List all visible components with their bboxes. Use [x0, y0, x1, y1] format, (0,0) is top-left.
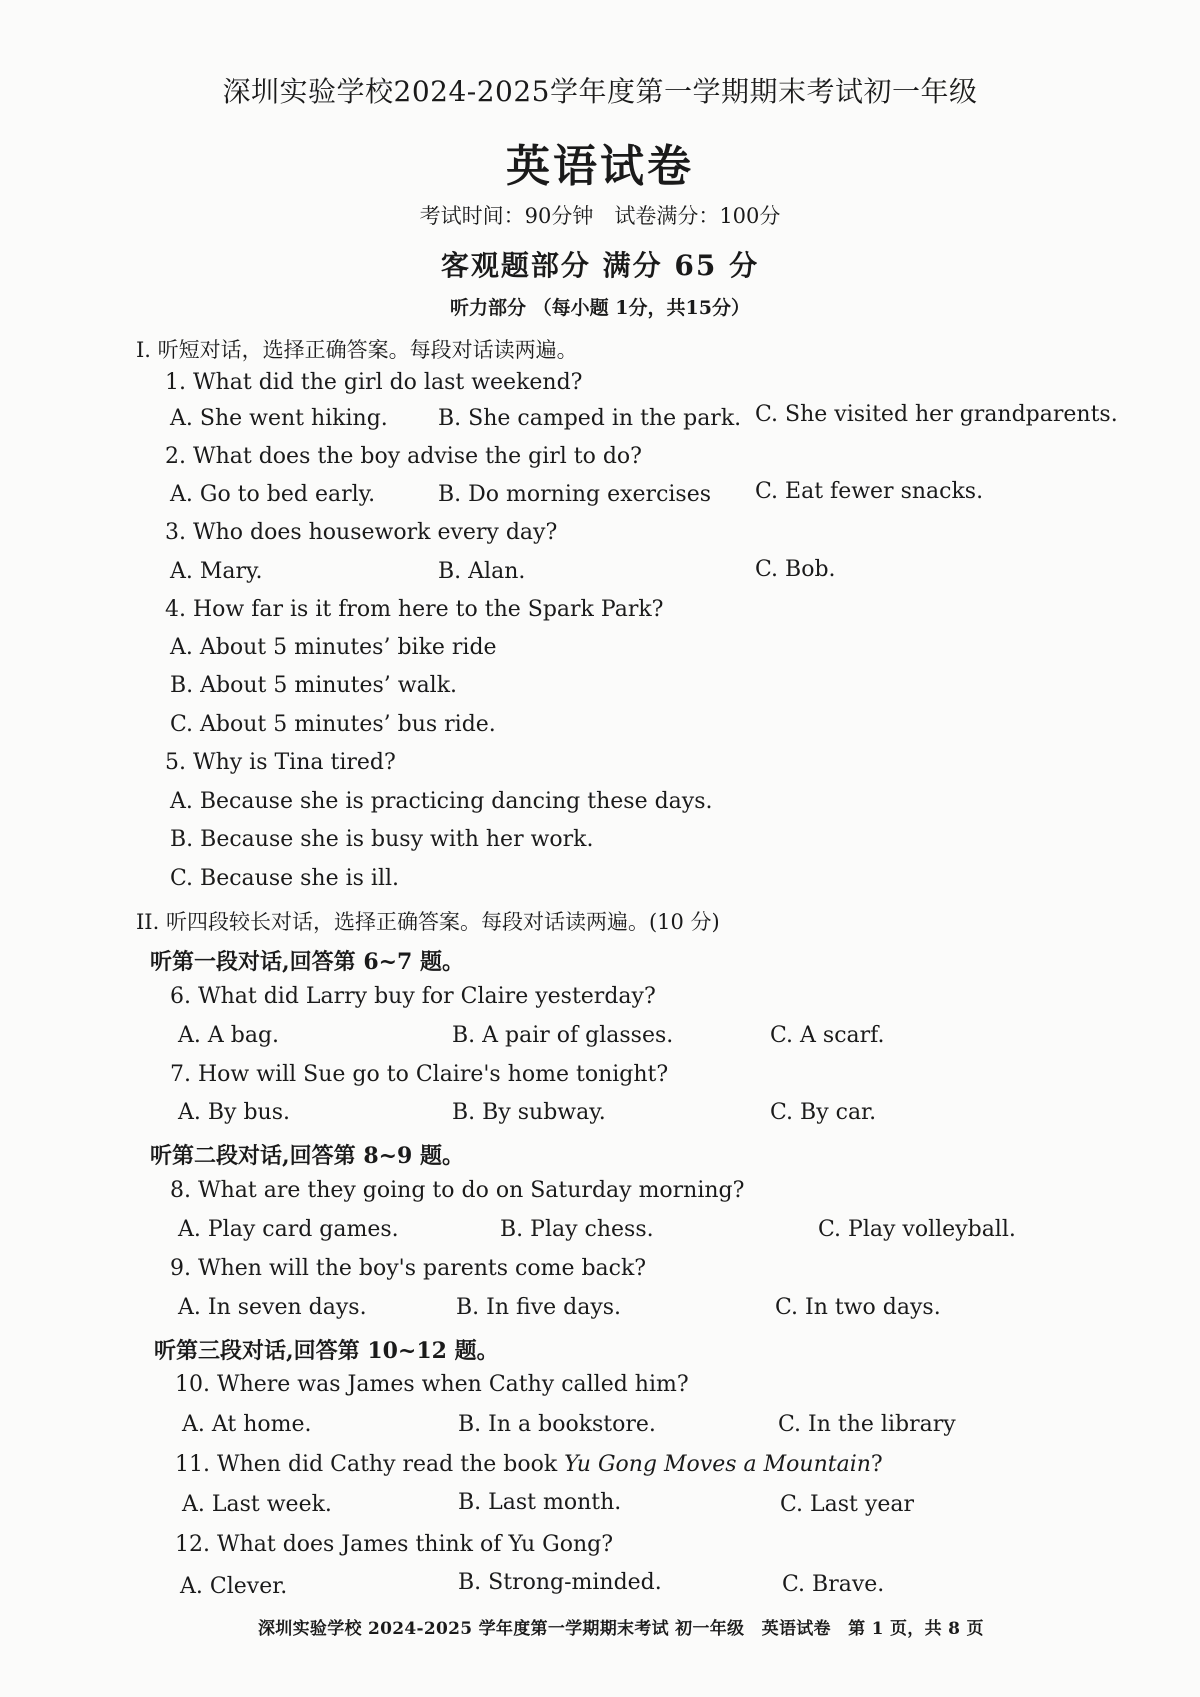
q8-option-c: C. Play volleyball.: [818, 1217, 1016, 1242]
q3-option-a: A. Mary.: [170, 559, 263, 584]
question-2: 2. What does the boy advise the girl to do?: [165, 444, 642, 469]
q9-option-a: A. In seven days.: [178, 1295, 367, 1320]
q5-option-c: C. Because she is ill.: [170, 866, 400, 891]
q10-option-c: C. In the library: [778, 1412, 956, 1437]
part2-heading: II. 听四段较长对话，选择正确答案。每段对话读两遍。(10 分): [136, 910, 720, 934]
q4-option-a: A. About 5 minutes’ bike ride: [170, 635, 497, 660]
q11-option-a: A. Last week.: [182, 1492, 332, 1517]
q1-option-b: B. She camped in the park.: [438, 406, 742, 431]
question-4: 4. How far is it from here to the Spark Park?: [165, 597, 664, 622]
q6-option-b: B. A pair of glasses.: [452, 1023, 674, 1048]
q9-option-c: C. In two days.: [775, 1295, 941, 1320]
q12-option-c: C. Brave.: [782, 1572, 885, 1597]
question-12: 12. What does James think of Yu Gong?: [175, 1532, 614, 1557]
q12-option-b: B. Strong-minded.: [458, 1570, 662, 1595]
listening-title: 听力部分 （每小题 1分，共15分）: [450, 297, 750, 319]
question-5: 5. Why is Tina tired?: [165, 750, 396, 775]
page-footer: 深圳实验学校 2024-2025 学年度第一学期期末考试 初一年级 英语试卷 第 1 页，共 8 页: [258, 1619, 984, 1639]
q7-option-a: A. By bus.: [178, 1100, 290, 1125]
q3-option-c: C. Bob.: [755, 557, 836, 582]
q8-option-a: A. Play card games.: [178, 1217, 399, 1242]
section-title: 客观题部分 满分 65 分: [440, 249, 760, 282]
q11-option-b: B. Last month.: [458, 1490, 622, 1515]
q11-option-c: C. Last year: [780, 1492, 914, 1517]
q5-option-a: A. Because she is practicing dancing these days.: [170, 789, 713, 814]
question-6: 6. What did Larry buy for Claire yesterday?: [170, 984, 656, 1009]
question-10: 10. Where was James when Cathy called him?: [175, 1372, 689, 1397]
q12-option-a: A. Clever.: [180, 1574, 288, 1599]
part2-subheading-3: 听第三段对话,回答第 10~12 题。: [154, 1338, 499, 1364]
q7-option-c: C. By car.: [770, 1100, 877, 1125]
part2-subheading-2: 听第二段对话,回答第 8~9 题。: [150, 1143, 465, 1169]
q4-option-b: B. About 5 minutes’ walk.: [170, 673, 458, 698]
q10-option-b: B. In a bookstore.: [458, 1412, 656, 1437]
q2-option-a: A. Go to bed early.: [170, 482, 376, 507]
q3-option-b: B. Alan.: [438, 559, 526, 584]
page-title: 英语试卷: [506, 141, 694, 192]
q1-option-a: A. She went hiking.: [170, 406, 388, 431]
q2-option-b: B. Do morning exercises: [438, 482, 712, 507]
question-7: 7. How will Sue go to Claire's home tonight?: [170, 1062, 669, 1087]
exam-info: 考试时间：90分钟 试卷满分：100分: [419, 204, 781, 228]
q10-option-a: A. At home.: [182, 1412, 312, 1437]
q9-option-b: B. In five days.: [456, 1295, 622, 1320]
part2-subheading-1: 听第一段对话,回答第 6~7 题。: [150, 949, 465, 975]
q6-option-a: A. A bag.: [178, 1023, 280, 1048]
question-11: [175, 1452, 883, 1477]
question-1: 1. What did the girl do last weekend?: [165, 370, 583, 395]
q5-option-b: B. Because she is busy with her work.: [170, 827, 594, 852]
q4-option-c: C. About 5 minutes’ bus ride.: [170, 712, 496, 737]
school-line: 深圳实验学校2024-2025学年度第一学期期末考试初一年级: [222, 75, 978, 108]
question-11-suffix: ?: [870, 1452, 883, 1477]
question-8: 8. What are they going to do on Saturday morning?: [170, 1178, 745, 1203]
question-11-prefix: 11. When did Cathy read the book: [175, 1452, 565, 1477]
part1-heading: I. 听短对话，选择正确答案。每段对话读两遍。: [136, 338, 578, 362]
question-3: 3. Who does housework every day?: [165, 520, 558, 545]
q7-option-b: B. By subway.: [452, 1100, 606, 1125]
q2-option-c: C. Eat fewer snacks.: [755, 479, 984, 504]
question-9: 9. When will the boy's parents come back?: [170, 1256, 647, 1281]
q6-option-c: C. A scarf.: [770, 1023, 885, 1048]
q8-option-b: B. Play chess.: [500, 1217, 654, 1242]
q1-option-c: C. She visited her grandparents.: [755, 402, 1118, 427]
question-11-book-title: Yu Gong Moves a Mountain: [564, 1452, 871, 1477]
